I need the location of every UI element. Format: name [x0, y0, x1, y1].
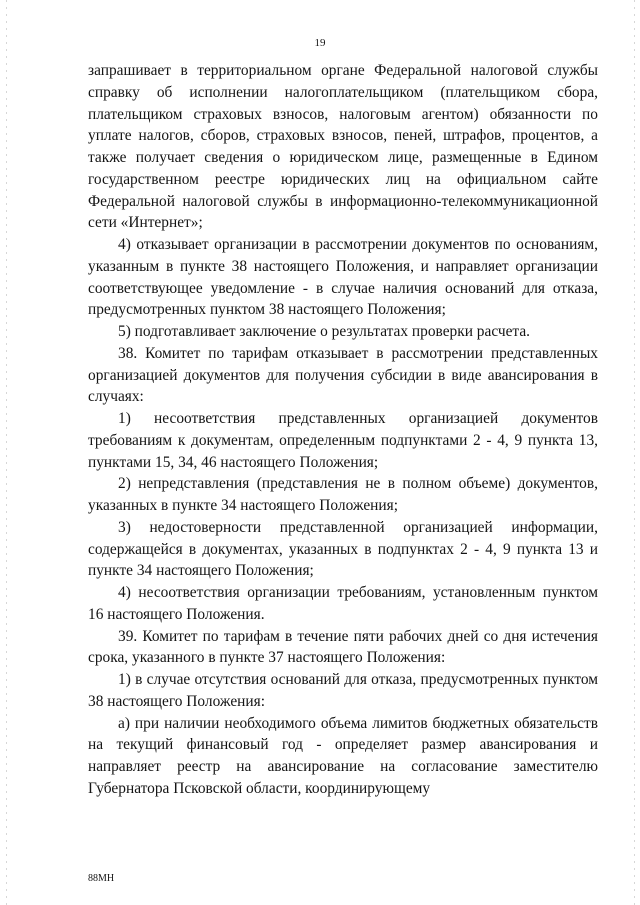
paragraph-clause-38-item-4: 4) несоответствия организации требованиям, установленным пунктом 16 настоящего Положения.	[88, 584, 598, 623]
page-number: 19	[314, 37, 326, 49]
paragraph-continuation: запрашивает в территориальном органе Федеральной налоговой службы справку об исполнении налогоплательщиком (плательщиком сбора, плательщиком страховых взносов, налоговым агентом) обязанности по уплате налогов, сборов, страховых взносов, пеней, штрафов, процентов, а также получает сведения о юридическом лице, размещенные в Едином государственном реестре юридических лиц на официальном сайте Федеральной налоговой службы в информационно-телекоммуникационной сети «Интернет»;	[88, 62, 598, 232]
paragraph-item-5-conclusion: 5) подготавливает заключение о результатах проверки расчета.	[118, 323, 531, 340]
paragraph-clause-39: 39. Комитет по тарифам в течение пяти рабочих дней со дня истечения срока, указанного в пункте 37 настоящего Положения:	[88, 627, 598, 667]
left-edge-mark	[6, 0, 7, 905]
paragraph-clause-39-subitem-a: а) при наличии необходимого объема лимитов бюджетных обязательств на текущий финансовый год - определяет размер авансирования и направляет реестр на авансирование на согласование заместителю Губернатора Псковской области, координирующему	[88, 714, 598, 797]
paragraph-clause-38-item-3: 3) недостоверности представленной организацией информации, содержащейся в документах, указанных в подпунктах 2 - 4, 9 пункта 13 и пункте 34 настоящего Положения;	[88, 518, 598, 580]
paragraph-clause-38: 38. Комитет по тарифам отказывает в рассмотрении представленных организацией документов для получения субсидии в виде авансирования в случаях:	[88, 344, 598, 406]
paragraph-clause-38-item-2: 2) непредставления (представления не в полном объеме) документов, указанных в пункте 34 настоящего Положения;	[88, 475, 598, 514]
paragraph-item-4-refusal: 4) отказывает организации в рассмотрении документов по основаниям, указанным в пункте 38 настоящего Положения, и направляет организации соответствующее уведомление - в случае наличия оснований для отказа, предусмотренных пунктом 38 настоящего Положения;	[88, 236, 598, 319]
paragraph-clause-38-item-1: 1) несоответствия представленных организацией документов требованиям к документам, определенным подпунктами 2 - 4, 9 пункта 13, пунктами 15, 34, 46 настоящего Положения;	[88, 410, 598, 471]
right-edge-mark	[634, 0, 635, 905]
document-body	[88, 60, 598, 800]
footer-code: 88МН	[88, 873, 115, 884]
paragraph-clause-39-item-1: 1) в случае отсутствия оснований для отказа, предусмотренных пунктом 38 настоящего Положения:	[88, 671, 598, 710]
